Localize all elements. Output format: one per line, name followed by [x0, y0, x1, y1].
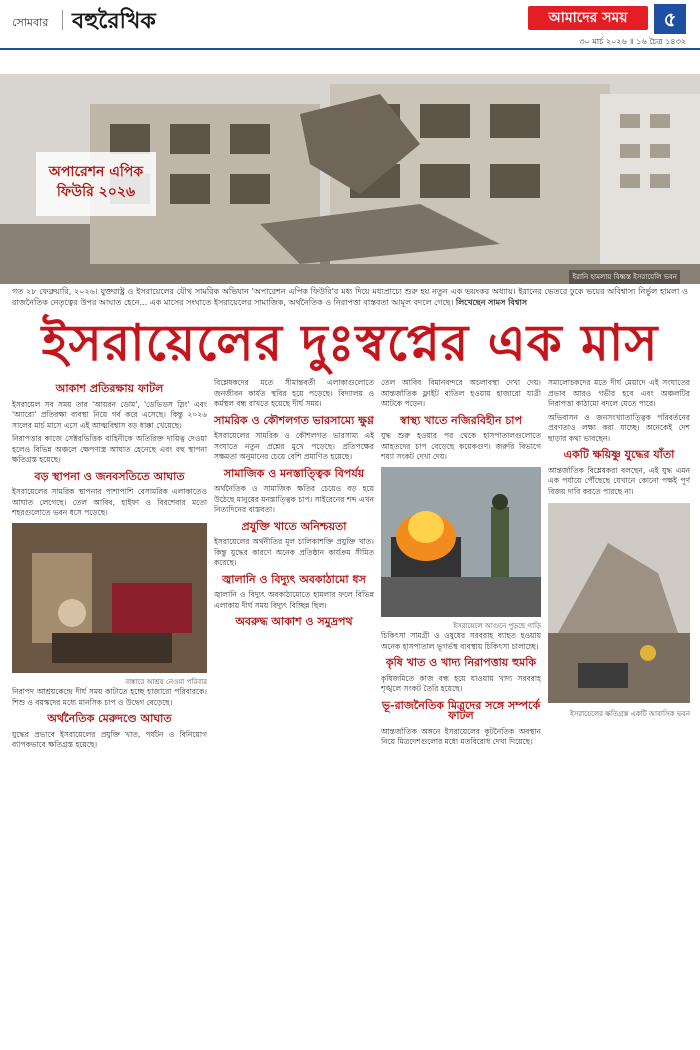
paragraph: নিরাপত্তার কাজে সেক্টরভিত্তিক বাহিনীকে অতিরিক্ত দায়িত্ব দেওয়া হলেও বিভিন্ন অঞ্চলে ক্ষেপণাস্ত্র আঘাত হেনেছে এবং বহু স্থাপনা ক্ষতিগ্রস্ত হয়েছে। — [12, 434, 207, 464]
subheading: সামাজিক ও মনস্তাত্ত্বিক বিপর্যয় — [223, 466, 365, 480]
column-3 — [381, 378, 541, 1043]
paragraph: ইসরায়েলের সামরিক স্থাপনার পাশাপাশি বেসামরিক এলাকাতেও আঘাত লেগেছে। তেল আবিব, হাইফা ও বিরশেবার মতো শহরগুলোতে ভবন ধসে পড়েছে। — [12, 487, 207, 517]
subheading: প্রযুক্তি খাতে অনিশ্চয়তা — [241, 519, 347, 533]
paragraph: ইসরায়েলের সামরিক ও কৌশলগত ভারসাম্য এই সংঘাতে নতুন প্রশ্নের মুখে পড়েছে। প্রতিপক্ষের সক্ষমতা অনুমানের চেয়ে বেশি প্রমাণিত হয়েছে। — [214, 431, 374, 461]
subheading: আকাশ প্রতিরক্ষায় ফাটল — [55, 382, 164, 395]
paragraph: ইসরায়েলের অর্থনীতির মূল চালিকাশক্তি প্রযুক্তি খাত। কিন্তু যুদ্ধের কারণে অনেক প্রতিষ্ঠান কার্যক্রম সীমিত করেছে। — [214, 537, 374, 567]
divider — [62, 10, 63, 30]
paragraph: যুদ্ধ শুরু হওয়ার পর থেকে হাসপাতালগুলোতে আহতদের চাপ বেড়েছে কয়েকগুণ। জরুরি বিভাগে শয্যা সংকট দেখা দেয়। — [381, 431, 541, 461]
column-2 — [214, 378, 374, 1043]
photo-caption: ইসরায়েলে আগুনে পুড়ছে গাড়ি — [453, 621, 541, 630]
paragraph: জ্বালানি ও বিদ্যুৎ অবকাঠামোতে হামলার ফলে বিভিন্ন এলাকায় দীর্ঘ সময় বিদ্যুৎ বিচ্ছিন্ন ছিল। — [214, 590, 374, 610]
hero-photo — [0, 74, 700, 284]
collapsed-building-photo — [548, 503, 690, 703]
page-number: ৫ — [654, 4, 686, 34]
header-rule — [0, 48, 700, 50]
subheading: একটি ক্ষয়িষ্ণু যুদ্ধের যাঁতা — [563, 448, 675, 461]
issue-date: ৩০ মার্চ ২০২৬ ॥ ১৬ চৈত্র ১৪৩২ — [579, 37, 686, 46]
paragraph: আন্তর্জাতিক অঙ্গনে ইসরায়েলের কূটনৈতিক অবস্থান নিয়ে মিত্রদেশগুলোর মধ্যে মতবিরোধ দেখা দিয়েছে। — [381, 726, 541, 746]
paragraph: চিকিৎসা সামগ্রী ও ওষুধের সরবরাহ ব্যাহত হওয়ায় অনেক হাসপাতাল ভূগর্ভস্থ ব্যবস্থায় চিকিৎসা চালাচ্ছে। — [381, 631, 541, 651]
subheading: ভূ-রাজনৈতিক মিত্রদের সঙ্গে সম্পর্কে ফাটল — [381, 698, 541, 722]
paragraph: কৃষিজমিতে কাজ বন্ধ হয়ে যাওয়ায় খাদ্য সরবরাহ শৃঙ্খলে সংকট তৈরি হয়েছে। — [381, 673, 541, 693]
paragraph: অভিবাসন ও জনসংখ্যাতাত্ত্বিক পরিবর্তনের প্রবণতাও লক্ষ্য করা যাচ্ছে। অনেকেই দেশ ছাড়ার কথা ভাবছেন। — [548, 412, 690, 443]
photo-caption: ইসরায়েলের ক্ষতিগ্রস্ত একটি আবাসিক ভবন — [569, 710, 690, 718]
subheading: জ্বালানি ও বিদ্যুৎ অবকাঠামো ধস — [222, 572, 366, 586]
operation-line-2: ফিউরি ২০২৬ — [56, 184, 136, 200]
paragraph: আন্তর্জাতিক বিশ্লেষকরা বলছেন, এই যুদ্ধ এমন এক পর্যায়ে পৌঁছেছে যেখানে কোনো পক্ষই পূর্ণ বিজয় দাবি করতে পারছে না। — [548, 465, 690, 496]
intro-paragraph — [12, 286, 688, 308]
subheading: বড় স্থাপনা ও জনবসতিতে আঘাত — [34, 469, 185, 483]
subheading: সামরিক ও কৌশলগত ভারসাম্যে ক্ষুণ্ণ — [214, 413, 374, 427]
column-4 — [548, 378, 690, 1043]
operation-label-box — [36, 152, 156, 216]
author-name: সামস বিশ্বাস — [488, 298, 528, 307]
photo-caption: বাঙ্কারে আশ্রয় নেওয়া পরিবার — [125, 677, 207, 686]
subheading: অর্থনৈতিক মেরুদণ্ডে আঘাত — [47, 712, 172, 725]
main-headline: ইসরায়েলের দুঃস্বপ্নের এক মাস — [41, 313, 659, 372]
bunker-photo — [12, 523, 207, 673]
paragraph: অর্থনৈতিক ও সামাজিক ক্ষতির চেয়েও বড় হয়ে উঠেছে মানুষের মনস্তাত্ত্বিক চাপ। সাইরেনের শব্দ এখন নিত্যদিনের বাস্তবতা। — [214, 484, 374, 514]
paragraph: তেল আবিব বিমানবন্দরে অচলাবস্থা দেখা দেয়। আন্তর্জাতিক ফ্লাইট বাতিল হওয়ায় হাজারো যাত্রী আটকে পড়েন। — [381, 378, 541, 408]
weekday: সোমবার — [12, 16, 49, 29]
section-title: বহুরৈখিক — [72, 8, 156, 34]
newspaper-logo: আমাদের সময় — [528, 6, 648, 30]
paragraph: বিশ্লেষকদের মতে সীমান্তবর্তী এলাকাগুলোতে জনজীবন কার্যত স্থবির হয়ে পড়েছে। বিদ্যালয় ও কর্মস্থল বন্ধ রাখতে হয়েছে দীর্ঘ সময়। — [214, 378, 374, 408]
operation-line-1: অপারেশন এপিক — [48, 164, 144, 180]
subheading: অবরুদ্ধ আকাশ ও সমুদ্রপথ — [235, 615, 353, 628]
subheading: কৃষি খাত ও খাদ্য নিরাপত্তায় হুমকি — [385, 656, 537, 669]
paragraph: সমালোচকদের মতে দীর্ঘ মেয়াদে এই সংঘাতের প্রভাব আরও গভীর হবে এবং অঞ্চলটির নিরাপত্তা কাঠামো বদলে যেতে পারে। — [548, 378, 690, 408]
paragraph: ইসরায়েল সব সময় তার 'আয়রন ডোম', 'ডেভিডস স্লিং' এবং 'অ্যারো' প্রতিরক্ষা ব্যবস্থা নিয়ে গর্ব করে এসেছে। কিন্তু ২০২৬ সালের মার্চ মাসে এসে এই আত্মবিশ্বাস বড় ধাক্কা খেয়েছে। — [12, 399, 207, 430]
hero-caption: ইরানি হামলায় বিধ্বস্ত ইসরায়েলি ভবন — [569, 270, 680, 284]
column-1 — [12, 378, 207, 1043]
subheading: স্বাস্থ্য খাতে নজিরবিহীন চাপ — [400, 413, 522, 427]
author-label: লিখেছেন — [455, 298, 486, 307]
intro-text: গত ২৮ ফেব্রুয়ারি, ২০২৬। যুক্তরাষ্ট্র ও ইসরায়েলের যৌথ সামরিক অভিযান 'অপারেশন এপিক ফিউরি'র মধ্য দিয়ে মধ্যপ্রাচ্যে শুরু হয় নতুন এক ভয়ংকর অধ্যায়। ইরানের ভেতরে ঢুকে ভয়ের অবিশ্বাস্য নির্ভুল হামলা ও রাজনৈতিক নেতৃত্বের উপর আঘাত হেনে... এক মাসের সংঘাতে ইসরায়েলের সামাজিক, অর্থনৈতিক ও নিরাপত্তা বাস্তবতা আমূল বদলে গেছে। — [12, 287, 688, 307]
paragraph: নিরাপদ আশ্রয়কেন্দ্রে দীর্ঘ সময় কাটাতে হচ্ছে হাজারো পরিবারকে। শিশু ও বয়স্কদের মধ্যে মানসিক চাপ ও উদ্বেগ বেড়েছে। — [12, 687, 207, 707]
masthead — [0, 0, 700, 46]
burning-car-photo — [381, 467, 541, 617]
paragraph: যুদ্ধের প্রভাবে ইসরায়েলের প্রযুক্তি খাত, পর্যটন ও বিনিয়োগ ব্যাপকভাবে ক্ষতিগ্রস্ত হয়েছে। — [12, 729, 207, 749]
